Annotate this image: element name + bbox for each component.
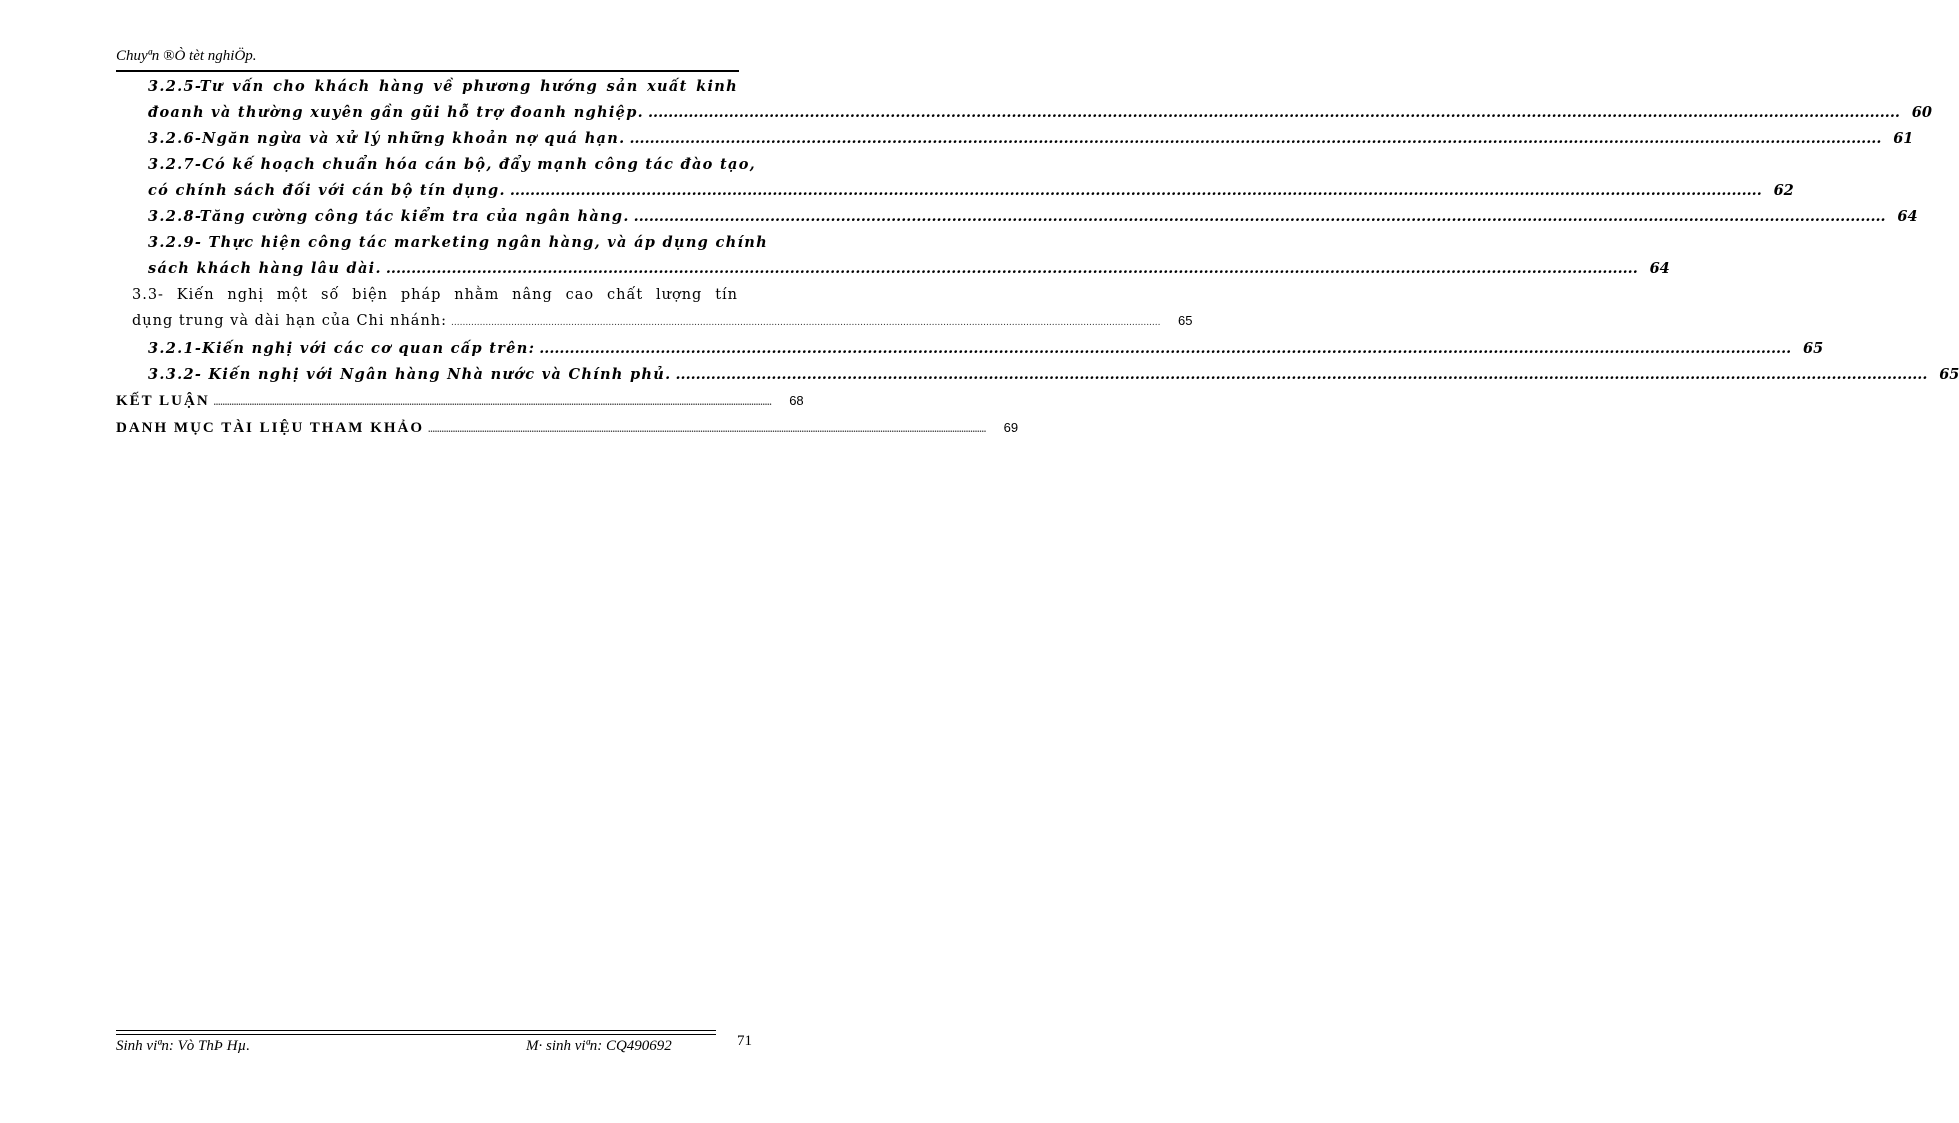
toc-entry-text: 3.2.9- Thực hiện công tác marketing ngân hàng, và áp dụng chính	[148, 234, 768, 251]
toc-page-number: 64	[1649, 260, 1670, 277]
dot-leader	[214, 389, 772, 415]
toc-entry-text: 3.2.6-Ngăn ngừa và xử lý những khoản nợ quá hạn.	[148, 130, 626, 147]
table-of-contents	[116, 74, 1959, 442]
toc-entry-text: dụng trung và dài hạn của Chi nhánh:	[132, 313, 448, 329]
toc-page-number: 68	[789, 393, 804, 408]
toc-entry-danh-muc-tai-lieu[interactable]	[116, 415, 1019, 442]
footer-rule	[116, 1034, 716, 1035]
toc-page-number: 69	[1003, 420, 1019, 435]
toc-entry-3-2-1[interactable]	[116, 336, 1824, 362]
footer-rule	[116, 1030, 716, 1031]
toc-page-number: 60	[1911, 104, 1932, 121]
dot-leader	[428, 416, 986, 442]
dot-leader	[539, 336, 1791, 362]
toc-entry-ket-luan[interactable]	[116, 388, 804, 415]
header-title: Chuyªn ®Ò tèt nghiÖp.	[116, 48, 257, 64]
toc-entry-text: 3.3.2- Kiến nghị với Ngân hàng Nhà nước và Chính phủ.	[148, 366, 672, 383]
toc-entry-text: đoanh và thường xuyên gần gũi hỗ trợ đoanh nghiệp.	[148, 104, 644, 121]
toc-page-number: 61	[1893, 130, 1914, 147]
dot-leader	[634, 204, 1886, 230]
toc-entry-3-2-6[interactable]	[116, 126, 1914, 152]
toc-entry-text: KẾT LUẬN	[116, 393, 210, 409]
toc-entry-text: có chính sách đối với cán bộ tín dụng.	[148, 182, 506, 199]
toc-entry-text: sách khách hàng lâu dài.	[148, 260, 382, 277]
footer-student-id: M· sinh viªn: CQ490692	[526, 1038, 672, 1054]
page-number: 71	[737, 1033, 752, 1049]
toc-entry-text: 3.2.8-Tăng cường công tác kiểm tra của ngân hàng.	[148, 208, 630, 225]
dot-leader	[629, 126, 1881, 152]
toc-entry-3-2-8[interactable]	[116, 204, 1918, 230]
toc-entry-text: 3.2.7-Có kế hoạch chuẩn hóa cán bộ, đẩy mạnh công tác đào tạo,	[148, 156, 757, 173]
toc-page-number: 65	[1802, 340, 1824, 357]
toc-entry-3-3-2[interactable]	[116, 362, 1959, 388]
toc-entry-text: 3.2.5-Tư vấn cho khách hàng về phương hướng sản xuất kinh	[148, 78, 738, 95]
toc-entry-3-2-7[interactable]	[116, 152, 1794, 204]
toc-entry-3-2-5[interactable]	[116, 74, 1932, 126]
dot-leader	[648, 100, 1900, 126]
toc-entry-text: DANH MỤC TÀI LIỆU THAM KHẢO	[116, 420, 425, 436]
toc-entry-text: 3.2.1-Kiến nghị với các cơ quan cấp trên:	[148, 340, 536, 357]
footer-student-name: Sinh viªn: Vò ThÞ Hµ.	[116, 1038, 251, 1054]
toc-entry-3-2-9[interactable]	[116, 230, 1670, 282]
toc-entry-3-3[interactable]	[116, 282, 1193, 336]
toc-page-number: 65	[1178, 313, 1193, 328]
toc-page-number: 62	[1773, 182, 1794, 199]
dot-leader	[386, 256, 1638, 282]
dot-leader	[510, 178, 1762, 204]
toc-entry-text: 3.3- Kiến nghị một số biện pháp nhằm nâng cao chất lượng tín	[132, 287, 738, 303]
toc-page-number: 65	[1939, 366, 1959, 383]
header-rule	[116, 70, 739, 72]
dot-leader	[451, 310, 1161, 336]
dot-leader	[675, 362, 1927, 388]
toc-page-number: 64	[1897, 208, 1918, 225]
